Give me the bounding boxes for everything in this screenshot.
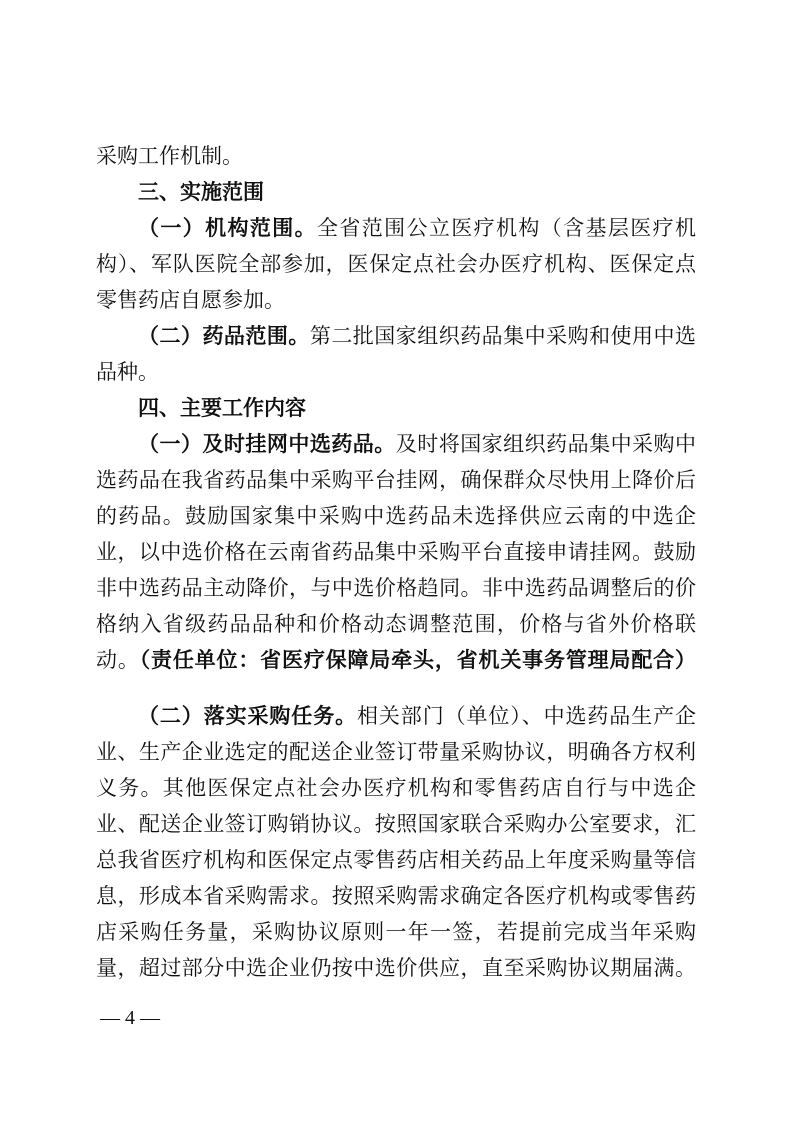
- page-number: — 4 —: [100, 1007, 160, 1029]
- subheading: （一）机构范围。: [138, 216, 317, 240]
- text: 总我省医疗机构和医保定点零售药店相关药品上年度采购量等信: [96, 848, 696, 872]
- responsibility-note: （责任单位：省医疗保障局牵头，省机关事务管理局配合）: [139, 648, 697, 672]
- text-line: [96, 141, 696, 171]
- text-line: [96, 953, 696, 983]
- text-line: [96, 809, 696, 839]
- subheading: （二）落实采购任务。: [138, 704, 357, 728]
- text: 构）、军队医院全部参加，医保定点社会办医疗机构、医保定点: [96, 252, 696, 276]
- text: 义务。其他医保定点社会办医疗机构和零售药店自行与中选企: [96, 776, 696, 800]
- text: 业、配送企业签订购销协议。按照国家联合采购办公室要求，汇: [96, 812, 696, 836]
- subheading: （二）药品范围。: [138, 324, 310, 348]
- text-line: [138, 213, 696, 243]
- text: 动。: [96, 648, 140, 672]
- text: 采购工作机制。: [96, 144, 243, 168]
- text-line: [96, 609, 696, 639]
- section-heading: 四、主要工作内容: [138, 396, 306, 420]
- text-line: [96, 881, 696, 911]
- text: 品种。: [96, 360, 159, 384]
- text-line: [96, 249, 696, 279]
- text: 及时将国家组织药品集中采购中: [395, 432, 697, 456]
- text: 的药品。鼓励国家集中采购中选药品未选择供应云南的中选企: [96, 504, 696, 528]
- text: 量，超过部分中选企业仍按中选价供应，直至采购协议期届满。: [96, 956, 696, 980]
- text-line: [96, 357, 696, 387]
- text-line: [138, 701, 696, 731]
- text: 选药品在我省药品集中采购平台挂网，确保群众尽快用上降价后: [96, 468, 696, 492]
- text-line: [138, 429, 696, 459]
- text: 业、生产企业选定的配送企业签订带量采购协议，明确各方权利: [96, 740, 696, 764]
- text-line: [96, 917, 696, 947]
- text: 业，以中选价格在云南省药品集中采购平台直接申请挂网。鼓励: [96, 540, 696, 564]
- text-line: [96, 773, 696, 803]
- text: 非中选药品主动降价，与中选价格趋同。非中选药品调整后的价: [96, 576, 696, 600]
- subheading: （一）及时挂网中选药品。: [138, 432, 396, 456]
- text: 息，形成本省采购需求。按照采购需求确定各医疗机构或零售药: [96, 884, 696, 908]
- text-line: [96, 537, 696, 567]
- text: 格纳入省级药品品种和价格动态调整范围，价格与省外价格联: [96, 612, 696, 636]
- text-line: [138, 321, 696, 351]
- text-line: [96, 737, 696, 767]
- text: 零售药店自愿参加。: [96, 288, 285, 312]
- text-line: [96, 573, 696, 603]
- text: 相关部门（单位）、中选药品生产企: [357, 704, 696, 728]
- text-line: [96, 645, 696, 675]
- text-line: [96, 465, 696, 495]
- section-heading: 三、实施范围: [138, 180, 264, 204]
- text: 全省范围公立医疗机构（含基层医疗机: [317, 216, 696, 240]
- text: 店采购任务量，采购协议原则一年一签，若提前完成当年采购: [96, 920, 696, 944]
- text-line: [96, 845, 696, 875]
- text-line: [96, 285, 696, 315]
- text: 第二批国家组织药品集中采购和使用中选: [309, 324, 697, 348]
- text-line: [96, 501, 696, 531]
